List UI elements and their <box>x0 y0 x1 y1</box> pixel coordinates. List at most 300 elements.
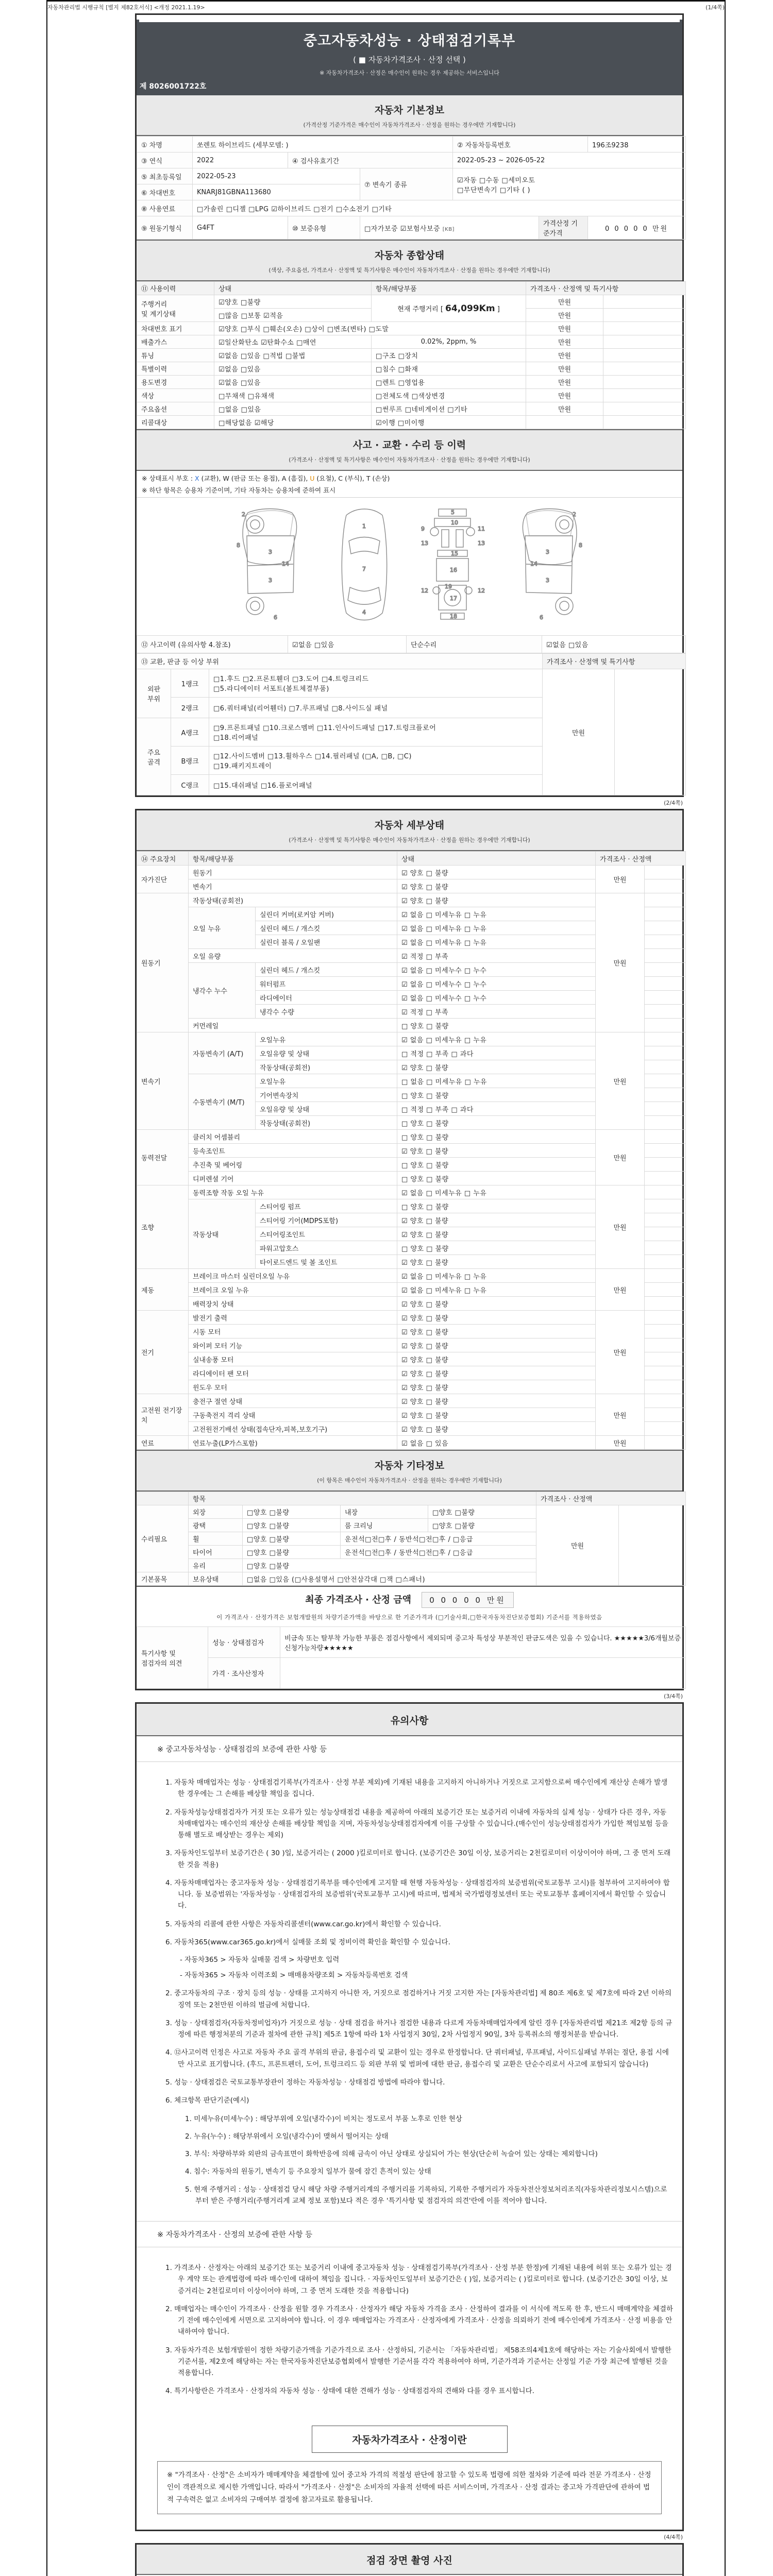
detail-item: 충전구 절연 상태 <box>189 1394 397 1408</box>
group-electric: 전기 <box>137 1311 189 1394</box>
detail-note <box>645 1297 686 1311</box>
reg-no-label: ② 자동차등록번호 <box>453 137 588 152</box>
detail-item: 스티어링 펌프 <box>256 1199 397 1213</box>
other-subtitle: (이 항목은 매수인이 자동차가격조사 · 산정을 원하는 경우에만 기재합니다) <box>317 1477 502 1484</box>
group-engine: 원동기 <box>137 893 189 1032</box>
detail-item: 변속기 <box>189 879 397 893</box>
tire-label: 타이어 <box>189 1546 243 1559</box>
detail-state: ☑ 양호 □ 불량 <box>397 1311 596 1325</box>
detail-item: 원동기 <box>189 866 397 879</box>
overall-col-use: ⑪ 사용이력 <box>137 282 214 295</box>
price-cell: 만원 <box>526 376 603 389</box>
detail-state: ☑ 없음 □ 미세누수 □ 누수 <box>397 991 596 1005</box>
detail-note <box>645 1436 686 1450</box>
accident-band <box>137 429 682 471</box>
accident-history-label: ⑫ 사고이력 (유의사항 4.참조) <box>137 636 288 653</box>
basic-info-subtitle: (가격산정 기준가격은 매수인이 자동차가격조사 · 산정을 원하는 경우에만 기재합니다) <box>303 122 516 128</box>
detail-note <box>645 1144 686 1158</box>
appraiser-opinion <box>280 1658 686 1689</box>
other-corner <box>137 1492 189 1505</box>
first-reg-value: 2022-05-23 <box>193 168 360 184</box>
hold-state: □없음 □있음 (□사용설명서 □안전삼각대 □잭 □스패너) <box>243 1572 536 1586</box>
detail-price: 만원 <box>596 1394 645 1436</box>
diagram-number: 5 <box>450 509 455 516</box>
warranty-checks: □자가보증 ☑보험사보증 <box>364 225 441 233</box>
detail-item: 발전기 출력 <box>189 1311 397 1325</box>
detail-item: 디퍼렌셜 기어 <box>189 1172 397 1185</box>
detail-item: 타이로드엔드 및 볼 조인트 <box>256 1255 397 1269</box>
rankA-items <box>209 718 543 747</box>
options-label: 주요옵션 <box>137 402 214 416</box>
header-stripe <box>139 20 680 22</box>
notice-subitem: 2. 누유(누수) : 해당부위에서 오일(냉각수)이 맺혀서 떨어지는 상태 <box>185 2132 389 2141</box>
detail-state: ☑ 양호 □ 불량 <box>397 1227 596 1241</box>
price-cell: 만원 <box>526 349 603 362</box>
notice-item: 3. 성능 · 상태점검자(자동차정비업자)가 거짓으로 성능 · 상태 점검을 하거나 점검한 내용과 다르게 자동차매매업자에게 알린 경우 [자동차관리법 제21조 제2항 등의 규정에 따른 행정처분의 기준과 절차에 관한 규칙] 제5조 1항에 따라 1차 사업정지 30일, 2차 사업정지 90일, 3차 등록취소의 행정처분을 받습니다. <box>165 2019 673 2039</box>
detail-note <box>645 963 686 977</box>
fuel-label: ⑧ 사용연료 <box>137 200 193 216</box>
note-cell <box>603 416 686 429</box>
detail-state: ☑ 없음 □ 미세누유 □ 누유 <box>397 1185 596 1199</box>
usage-change-label: 용도변경 <box>137 376 214 389</box>
tuning-part: □구조 □장치 <box>372 349 526 362</box>
mileage-label-l2: 및 계기상태 <box>141 310 176 318</box>
diagram-number: 3 <box>545 549 549 555</box>
detail-state: ☑ 양호 □ 불량 <box>397 866 596 879</box>
detail-state: ☑ 없음 □ 있음 <box>397 1436 596 1450</box>
detail-item: 실린더 블록 / 오일팬 <box>256 935 397 949</box>
detail-note <box>645 893 686 907</box>
detail-state: □ 양호 □ 불량 <box>397 1241 596 1255</box>
detail-item: 실내송풍 모터 <box>189 1352 397 1366</box>
final-price-label: 최종 가격조사 · 산정 금액 <box>305 1595 412 1605</box>
polish-label: 광택 <box>189 1519 243 1532</box>
main-frame-l2: 골격 <box>147 758 161 767</box>
color-label: 색상 <box>137 389 214 402</box>
vin-label: ⑥ 차대번호 <box>137 184 193 200</box>
rank2-label: 2랭크 <box>171 698 209 718</box>
detail-col-state: 상태 <box>397 852 596 866</box>
price-cell: 만원 <box>526 295 603 309</box>
color-part: □전체도색 □색상변경 <box>372 389 526 402</box>
accident-note2: ※ 하단 항목은 승용차 기준이며, 기타 자동차는 승용차에 준하여 표시 <box>142 486 336 494</box>
other-table <box>137 1492 686 1586</box>
detail-note <box>645 1311 686 1325</box>
rank1-line2: □5.라디에이터 서포트(볼트체결부품) <box>213 685 329 693</box>
group-fuel: 연료 <box>137 1436 189 1450</box>
note-cell <box>603 295 686 309</box>
detail-item: 커먼레일 <box>189 1019 397 1032</box>
usage-change-part: □렌트 □영업용 <box>372 376 526 389</box>
group-powertrain: 동력전달 <box>137 1130 189 1185</box>
legend-text: (교환), <box>199 474 223 482</box>
notice-item: 4. ⑫사고이력 인정은 사고로 자동차 주요 골격 부위의 판금, 용접수리 및 교환이 있는 경우로 한정합니다. 단 쿼터패널, 루프패널, 사이드실패널 부위는 절단, 용접 시에만 사고로 표기합니다. (후드, 프론트펜더, 도어, 트렁크리드 등 외판 부위 및 범퍼에 대한 판금, 용접수리 및 교환은 단순수리로서 사고에 포함되지 않습니다) <box>165 2048 669 2069</box>
detail-item: 스티어링 기어(MDPS포함) <box>256 1213 397 1227</box>
detail-note <box>645 1032 686 1046</box>
detail-state: ☑ 양호 □ 불량 <box>397 1408 596 1422</box>
detail-note <box>645 1366 686 1380</box>
valuation-box-text: ※ "가격조사 · 산정"은 소비자가 매매계약을 체결함에 있어 중고차 가격의 적절성 판단에 참고할 수 있도록 법령에 의한 절차와 기준에 따라 전문 가격조사 · 산정인이 객관적으로 제시한 가액입니다. 따라서 "가격조사 · 산정"은 소비자의 자율적 선택에 따른 서비스이며, 가격조사 · 산정 결과는 중고차 가격판단에 관하여 법적 구속력은 없고 소비자의 구매여부 결정에 참고자료로 활용됩니다. <box>157 2461 662 2514</box>
detail-item: 브레이크 오일 누유 <box>189 1283 397 1297</box>
diagram-number: 8 <box>236 542 240 549</box>
car-damage-diagrams <box>137 497 682 635</box>
panel-table <box>137 653 686 795</box>
price-cell: 만원 <box>526 322 603 335</box>
detail-price: 만원 <box>596 1185 645 1269</box>
rankC-items: □15.대쉬패널 □16.플로어패널 <box>209 775 543 795</box>
special-history-label: 특별이력 <box>137 362 214 376</box>
accident-legend <box>137 471 682 485</box>
car-diagram-bottom <box>419 505 486 626</box>
detail-item: 라디에이터 <box>256 991 397 1005</box>
accident-title: 사고 · 교환 · 수리 등 이력 <box>352 439 466 451</box>
car-diagram-side-left <box>232 505 310 626</box>
detail-item: 시동 모터 <box>189 1325 397 1338</box>
basic-info-band <box>137 95 682 136</box>
diagram-number: 6 <box>273 614 277 621</box>
note-cell <box>603 402 686 416</box>
detail-state: □ 없음 □ 미세누유 □ 누유 <box>397 1074 596 1088</box>
detail-price: 만원 <box>596 866 645 893</box>
car-diagram-top <box>333 505 395 626</box>
detail-note <box>645 991 686 1005</box>
note-cell <box>603 335 686 349</box>
options-state: □없음 □있음 <box>214 402 372 416</box>
rankB-line1: □12.사이드멤버 □13.휠하우스 □14.필러패널 (□A, □B, □C) <box>213 753 412 760</box>
detail-state: ☑ 양호 □ 불량 <box>397 1325 596 1338</box>
other-note <box>619 1505 686 1586</box>
group-repair-needed: 수리필요 <box>137 1505 189 1572</box>
detail-item: 오일누유 <box>256 1032 397 1046</box>
first-reg-label: ⑤ 최초등록일 <box>137 168 193 184</box>
legend-u: U <box>310 474 315 482</box>
overall-title: 자동차 종합상태 <box>374 250 445 261</box>
special-history-state: ☑없음 □있음 <box>214 362 372 376</box>
year-label: ③ 연식 <box>137 152 193 168</box>
mileage-label <box>137 295 214 322</box>
legend-a: A <box>281 474 287 482</box>
rankA-line1: □9.프론트패널 □10.크로스멤버 □11.인사이드패널 □17.트렁크플로어 <box>213 724 436 732</box>
other-title: 자동차 기타정보 <box>374 1460 445 1471</box>
detail-state: ☑ 없음 □ 미세누유 □ 누유 <box>397 1269 596 1283</box>
detail-note <box>645 1005 686 1019</box>
wheel-state: □양호 □불량 <box>243 1532 341 1546</box>
group-steering: 조향 <box>137 1185 189 1269</box>
exterior-label: 외장 <box>189 1505 243 1519</box>
rankA-label: A랭크 <box>171 718 209 747</box>
notice-band <box>137 1704 682 1736</box>
mileage-suffix: ] <box>497 305 500 313</box>
interior-label: 내장 <box>341 1505 428 1519</box>
basic-info-table <box>137 136 686 240</box>
notice-title: 유의사항 <box>390 1715 429 1726</box>
notice-item: 3. 자동차인도일부터 보증기간은 ( 30 )일, 보증거리는 ( 2000 )킬로미터로 합니다. (보증기간은 30일 이상, 보증거리는 2천킬로미터 이상이어야 하며, 그 중 먼저 도래한 것을 적용) <box>165 1849 671 1869</box>
detail-note <box>645 1130 686 1144</box>
opinion-table <box>137 1626 686 1689</box>
vin-mark-label: 차대번호 표기 <box>137 322 214 335</box>
main-frame-label <box>137 718 171 795</box>
diagram-number: 12 <box>421 587 428 594</box>
engine-type-label: ⑨ 원동기형식 <box>137 216 193 240</box>
group-high-voltage: 고전원 전기장치 <box>137 1394 189 1436</box>
detail-price: 만원 <box>596 1436 645 1450</box>
detail-note <box>645 1102 686 1116</box>
detail-item: 작동상태(공회전) <box>189 893 397 907</box>
diagram-number: 4 <box>362 609 366 616</box>
note-cell <box>603 349 686 362</box>
detail-state: □ 양호 □ 불량 <box>397 1172 596 1185</box>
diagram-number: 14 <box>530 561 537 567</box>
base-price-label: 가격산정 기준가격 <box>539 216 588 240</box>
detail-item: 작동상태(공회전) <box>256 1060 397 1074</box>
tuning-state: ☑없음 □있음 □적법 □불법 <box>214 349 372 362</box>
detail-note <box>645 1074 686 1088</box>
mileage-part <box>372 295 526 322</box>
detail-price: 만원 <box>596 893 645 1032</box>
detail-item: 스티어링조인트 <box>256 1227 397 1241</box>
basic-info-title: 자동차 기본정보 <box>374 105 445 116</box>
detail-state: ☑ 적정 □ 부족 <box>397 1005 596 1019</box>
notice-list-3 <box>137 2247 682 2412</box>
exterior-state: □양호 □불량 <box>243 1505 341 1519</box>
detail-state: ☑ 없음 □ 미세누유 □ 누유 <box>397 921 596 935</box>
special-history-part: □침수 □화재 <box>372 362 526 376</box>
detail-state: □ 적정 □ 부족 □ 과다 <box>397 1102 596 1116</box>
outer-panel-label <box>137 669 171 718</box>
diagram-number: 2 <box>241 511 245 518</box>
detail-note <box>645 949 686 963</box>
note-cell <box>603 389 686 402</box>
group-transmission: 변속기 <box>137 1032 189 1130</box>
base-price-value: 0 0 0 0 0 만원 <box>588 216 686 240</box>
detail-item: 브레이크 마스터 실린더오일 누유 <box>189 1269 397 1283</box>
photos-title: 점검 장면 촬영 사진 <box>366 2554 452 2566</box>
detail-state: ☑ 양호 □ 불량 <box>397 1213 596 1227</box>
detail-state: ☑ 없음 □ 미세누수 □ 누수 <box>397 977 596 991</box>
detail-note <box>645 1019 686 1032</box>
section-notice <box>135 1702 684 2531</box>
legend-t: T <box>366 474 371 482</box>
detail-state: ☑ 양호 □ 불량 <box>397 1352 596 1366</box>
accident-subtitle: (가격조사 · 산정액 및 특기사항은 매수인이 자동차가격조사 · 산정을 원하는 경우에만 기재합니다) <box>289 456 530 463</box>
note-cell <box>603 376 686 389</box>
overall-band <box>137 240 682 281</box>
subgroup-operation: 작동상태 <box>189 1199 256 1269</box>
detail-item: 실린더 헤드 / 개스킷 <box>256 921 397 935</box>
note-cell <box>526 416 603 429</box>
rank1-items <box>209 669 543 698</box>
diagram-number: 17 <box>449 595 457 602</box>
rankB-label: B랭크 <box>171 747 209 775</box>
detail-price: 만원 <box>596 1032 645 1130</box>
glass-label: 유리 <box>189 1559 243 1572</box>
detail-note <box>645 1227 686 1241</box>
detail-state: ☑ 양호 □ 불량 <box>397 893 596 907</box>
note-cell <box>603 309 686 322</box>
detail-item: 실린더 커버(로커암 커버) <box>256 907 397 921</box>
outer-panel-l2: 부위 <box>147 696 161 703</box>
tire-state: □양호 □불량 <box>243 1546 341 1559</box>
detail-item: 구동축전지 격리 상태 <box>189 1408 397 1422</box>
opinion-group-l1: 특기사항 및 <box>141 1650 176 1658</box>
note-cell <box>603 362 686 376</box>
notice-list-1 <box>137 1762 682 2222</box>
detail-state: ☑ 양호 □ 불량 <box>397 1338 596 1352</box>
engine-type-value: G4FT <box>193 216 288 240</box>
detail-note <box>645 1046 686 1060</box>
detail-note <box>645 1116 686 1130</box>
notice-item: 5. 성능 · 상태점검은 국토교통부장관이 정하는 자동차성능 · 상태점검 방법에 따라야 합니다. <box>165 2078 445 2087</box>
emission-label: 배출가스 <box>137 335 214 349</box>
group-self-diagnosis: 자가진단 <box>137 866 189 893</box>
detail-note <box>645 935 686 949</box>
detail-item: 라디에이터 팬 모터 <box>189 1366 397 1380</box>
diagram-number: 1 <box>362 523 366 530</box>
panel-note-cell <box>615 669 686 795</box>
options-part: □썬루프 □네비게이션 □기타 <box>372 402 526 416</box>
room-cleaning-label: 룸 크리닝 <box>341 1519 428 1532</box>
document-title: 중고자동차성능 · 상태점검기록부 <box>303 33 516 49</box>
legend-x: X <box>195 474 199 482</box>
rankC-label: C랭크 <box>171 775 209 795</box>
notice-sec1-head: ※ 중고자동차성능 · 상태점검의 보증에 관한 사항 등 <box>137 1736 682 1762</box>
car-name-label: ① 차명 <box>137 137 193 152</box>
abnormal-price-label: 가격조사 · 산정액 및 특기사항 <box>543 654 686 669</box>
car-name-value: 쏘렌토 하이브리드 (세부모델: ) <box>193 137 453 152</box>
detail-item: 실린더 헤드 / 개스킷 <box>256 963 397 977</box>
main-frame-l1: 주요 <box>147 749 161 757</box>
detail-note <box>645 1269 686 1283</box>
rankB-line2: □19.패키지트레이 <box>213 762 272 770</box>
detail-item: 배력장치 상태 <box>189 1297 397 1311</box>
car-diagram-side-right <box>510 505 587 626</box>
detail-item: 오일유량 및 상태 <box>256 1046 397 1060</box>
document-frame <box>46 0 726 2576</box>
mileage-value: 64,099Km <box>445 303 495 314</box>
detail-item: 냉각수 수량 <box>256 1005 397 1019</box>
final-price-row <box>137 1586 682 1610</box>
overall-col-part: 항목/해당부품 <box>372 282 526 295</box>
detail-state: ☑ 없음 □ 미세누유 □ 누유 <box>397 935 596 949</box>
rankA-line2: □18.리어패널 <box>213 734 259 742</box>
detail-col-device: ⑭ 주요장치 <box>137 852 189 866</box>
other-col-price: 가격조사 · 산정액 <box>536 1492 686 1505</box>
detail-state: □ 양호 □ 불량 <box>397 1199 596 1213</box>
notice-item: 2. 매매업자는 매수인이 가격조사 · 산정을 원할 경우 가격조사 · 산정자가 해당 자동차 가격을 조사 · 산정하여 결과를 이 서식에 적도록 한 후, 반드시 매매계약을 체결하기 전에 매수인에게 서면으로 고지하여야 합니다. 이 경우 매매업자는 가격조사 · 산정자에게 가격조사 · 산정을 의뢰하기 전에 매수인에게 가격조사 · 산정 비용을 안내하여야 합니다. <box>165 2304 673 2336</box>
detail-price: 만원 <box>596 1269 645 1311</box>
overall-subtitle: (색상, 주요옵션, 가격조사 · 산정액 및 특기사항은 매수인이 자동차가격조사 · 산정을 원하는 경우에만 기재합니다) <box>268 267 550 274</box>
detail-item: 작동상태(공회전) <box>256 1116 397 1130</box>
detail-state: ☑ 양호 □ 불량 <box>397 1394 596 1408</box>
detail-note <box>645 907 686 921</box>
detail-note <box>645 1185 686 1199</box>
notice-item: 4. 자동차매매업자는 중고자동차 성능 · 상태점검기록부를 매수인에게 고지할 때 현행 자동차성능 · 상태점검자의 보증범위(국토교통부 고시)를 첨부하여 고지하여야 합니다. 동 보증범위는 '자동차성능 · 상태점검자의 보증범위'(국토교통부 고시)에 따르며, 법제처 국가법령정보센터 또는 국토교통부 홈페이지에서 확인할 수 있습니다. <box>165 1878 670 1910</box>
detail-note <box>645 1172 686 1185</box>
detail-note <box>645 1213 686 1227</box>
mileage-state-1: ☑양호 □불량 <box>214 295 372 309</box>
diagram-number: 3 <box>545 577 549 584</box>
overall-col-price: 가격조사 · 산정액 및 특기사항 <box>526 282 686 295</box>
notice-subitem: 3. 부식: 차량하부와 외판의 금속표면이 화학반응에 의해 금속이 아닌 상태로 상실되어 가는 현상(단순히 녹슬어 있는 상태는 제외합니다) <box>185 2150 598 2159</box>
page-marker-2: (2/4쪽) <box>664 800 683 806</box>
top-meta <box>47 2 725 13</box>
detail-state: □ 적정 □ 부족 □ 과다 <box>397 1046 596 1060</box>
tuning-label: 튜닝 <box>137 349 214 362</box>
interior-state: □양호 □불량 <box>428 1505 536 1519</box>
diagram-number: 9 <box>421 526 425 532</box>
detail-table <box>137 851 686 1450</box>
detail-note <box>645 1283 686 1297</box>
overall-table <box>137 281 686 429</box>
detail-item: 고전원전기배선 상태(접속단자,피복,보호기구) <box>189 1422 397 1436</box>
detail-item: 등속조인트 <box>189 1144 397 1158</box>
notice-item: 4. 특기사항란은 가격조사 · 산정자의 자동차 성능 · 상태에 대한 견해가 성능 · 상태점검자의 견해와 다를 경우 표시합니다. <box>165 2387 534 2396</box>
accident-history-table <box>137 635 686 653</box>
subgroup-at: 자동변속기 (A/T) <box>189 1032 256 1074</box>
detail-state: ☑ 양호 □ 불량 <box>397 1144 596 1158</box>
diagram-number: 10 <box>450 519 458 526</box>
document-number: 제 8026001722호 <box>140 82 207 91</box>
notice-subitem: 4. 침수: 자동차의 원동기, 변속기 등 주요장치 일부가 물에 잠긴 흔적이 있는 상태 <box>185 2167 431 2176</box>
final-price-value: 0 0 0 0 0 만원 <box>422 1592 514 1608</box>
detail-col-price: 가격조사 · 산정액 <box>596 852 686 866</box>
valid-label: ④ 검사유효기간 <box>288 152 453 168</box>
detail-state: ☑ 없음 □ 미세누유 □ 누유 <box>397 907 596 921</box>
detail-note <box>645 1338 686 1352</box>
detail-note <box>645 921 686 935</box>
recall-state: □해당없음 ☑해당 <box>214 416 372 429</box>
opinion-group-l2: 점검자의 의견 <box>141 1659 182 1668</box>
wheel-label: 휠 <box>189 1532 243 1546</box>
detail-title: 자동차 세부상태 <box>374 820 445 831</box>
emission-state: ☑일산화탄소 ☑탄화수소 □매연 <box>214 335 372 349</box>
overall-col-state: 상태 <box>214 282 372 295</box>
price-cell: 만원 <box>526 309 603 322</box>
notice-item: 3. 자동차가격은 보험개발원이 정한 차량기준가액을 기준가격으로 조사 · 산정하되, 기준서는 「자동차관리법」 제58조의4제1호에 해당하는 자는 기술사회에서 발행한 기준서를, 제2호에 해당하는 자는 한국자동차진단보증협회에서 발행한 기준서를 각각 적용하여야 하며, 기준가격과 기준서는 산정일 기준 가장 최근에 발행된 것을 적용합니다. <box>165 2346 671 2378</box>
diagram-number: 13 <box>421 540 428 547</box>
detail-band <box>137 810 682 851</box>
detail-item: 추진축 및 베어링 <box>189 1158 397 1172</box>
detail-state: ☑ 양호 □ 불량 <box>397 1422 596 1436</box>
detail-note <box>645 1255 686 1269</box>
detail-item: 연료누출(LP가스포함) <box>189 1436 397 1450</box>
detail-note <box>645 1408 686 1422</box>
notice-item: 5. 자동차의 리콜에 관한 사항은 자동차리콜센터(www.car.go.kr)에서 확인할 수 있습니다. <box>165 1920 441 1928</box>
rank1-label: 1랭크 <box>171 669 209 698</box>
detail-note <box>645 1394 686 1408</box>
reg-no-value: 196조9238 <box>588 137 686 152</box>
detail-item: 클러치 어셈블리 <box>189 1130 397 1144</box>
notice-item: 6. 체크항목 판단기준(예시) <box>165 2096 249 2105</box>
inspector-label: 성능 · 상태점검자 <box>208 1627 280 1658</box>
valid-value: 2022-05-23 ~ 2026-05-22 <box>453 152 686 168</box>
diagram-number: 13 <box>477 540 485 547</box>
mileage-prefix: 현재 주행거리 [ <box>397 305 443 313</box>
detail-state: ☑ 양호 □ 불량 <box>397 1366 596 1380</box>
group-basic-items: 기본품목 <box>137 1572 189 1586</box>
notice-subitem: - 자동차365 > 자동차 실매물 검색 > 차량번호 입력 <box>180 1956 340 1964</box>
recall-label: 리콜대상 <box>137 416 214 429</box>
detail-state: □ 양호 □ 불량 <box>397 1116 596 1130</box>
section-photos <box>135 2543 684 2576</box>
glass-state: □양호 □불량 <box>243 1559 536 1572</box>
detail-state: ☑ 양호 □ 불량 <box>397 1060 596 1074</box>
detail-state: ☑ 적정 □ 부족 <box>397 949 596 963</box>
vin-mark-state: ☑양호 □부식 □훼손(오손) □상이 □변조(변타) □도말 <box>214 322 526 335</box>
detail-note <box>645 1422 686 1436</box>
detail-note <box>645 1199 686 1213</box>
detail-item: 오일 유량 <box>189 949 397 963</box>
